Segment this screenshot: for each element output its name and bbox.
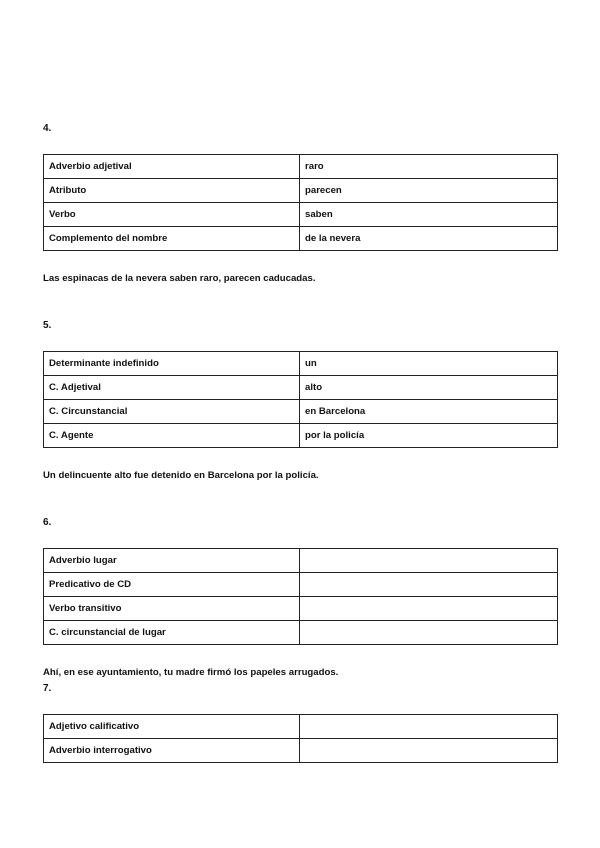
table-row xyxy=(44,155,558,179)
table-row xyxy=(44,227,558,251)
row-label: C. Adjetival xyxy=(44,376,300,400)
row-answer[interactable]: por la policía xyxy=(300,424,558,448)
section-5-sentence: Un delincuente alto fue detenido en Barcelona por la policía. xyxy=(43,470,319,481)
section-6-table xyxy=(43,548,558,645)
section-7-table xyxy=(43,714,558,763)
row-label: C. circunstancial de lugar xyxy=(44,621,300,645)
row-answer[interactable] xyxy=(300,549,558,573)
table-row xyxy=(44,179,558,203)
row-answer[interactable] xyxy=(300,573,558,597)
table-row xyxy=(44,203,558,227)
row-answer[interactable] xyxy=(300,739,558,763)
section-5-number: 5. xyxy=(43,320,52,331)
row-answer[interactable]: de la nevera xyxy=(300,227,558,251)
table-row xyxy=(44,715,558,739)
table-row xyxy=(44,400,558,424)
row-label: Adverbio adjetival xyxy=(44,155,300,179)
row-label: Verbo transitivo xyxy=(44,597,300,621)
section-4-sentence: Las espinacas de la nevera saben raro, parecen caducadas. xyxy=(43,273,316,284)
row-label: Determinante indefinido xyxy=(44,352,300,376)
row-label: Adjetivo calificativo xyxy=(44,715,300,739)
row-label: C. Agente xyxy=(44,424,300,448)
row-answer[interactable]: parecen xyxy=(300,179,558,203)
row-answer[interactable]: en Barcelona xyxy=(300,400,558,424)
table-row xyxy=(44,739,558,763)
row-answer[interactable] xyxy=(300,621,558,645)
section-6-sentence: Ahí, en ese ayuntamiento, tu madre firmó los papeles arrugados. xyxy=(43,667,339,678)
table-row xyxy=(44,549,558,573)
row-answer[interactable]: alto xyxy=(300,376,558,400)
table-row xyxy=(44,352,558,376)
section-6-number: 6. xyxy=(43,517,52,528)
row-answer[interactable]: saben xyxy=(300,203,558,227)
table-row xyxy=(44,621,558,645)
row-label: Adverbio interrogativo xyxy=(44,739,300,763)
section-4-table xyxy=(43,154,558,251)
table-row xyxy=(44,376,558,400)
row-label: Complemento del nombre xyxy=(44,227,300,251)
section-7-number: 7. xyxy=(43,683,52,694)
row-answer[interactable] xyxy=(300,597,558,621)
row-label: Verbo xyxy=(44,203,300,227)
row-answer[interactable] xyxy=(300,715,558,739)
section-5-table xyxy=(43,351,558,448)
table-row xyxy=(44,597,558,621)
table-row xyxy=(44,573,558,597)
row-label: Predicativo de CD xyxy=(44,573,300,597)
row-label: Atributo xyxy=(44,179,300,203)
section-4-number: 4. xyxy=(43,123,52,134)
row-label: Adverbio lugar xyxy=(44,549,300,573)
row-label: C. Circunstancial xyxy=(44,400,300,424)
row-answer[interactable]: un xyxy=(300,352,558,376)
row-answer[interactable]: raro xyxy=(300,155,558,179)
table-row xyxy=(44,424,558,448)
